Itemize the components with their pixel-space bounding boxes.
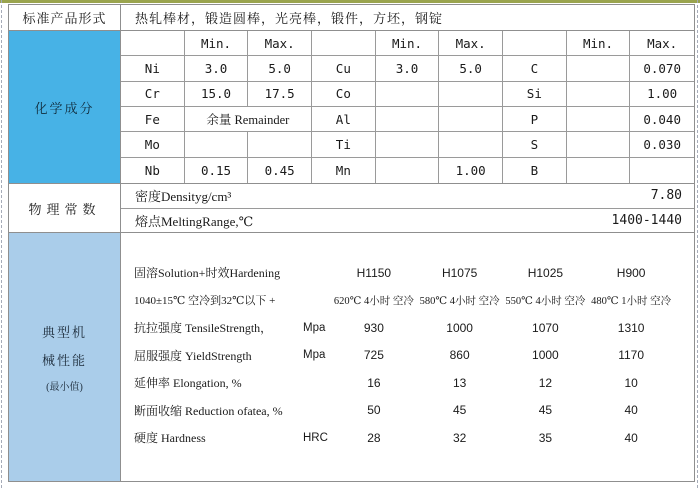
mech-value: 12	[538, 375, 553, 390]
physical-row-density	[121, 184, 694, 208]
chem-value-cell: 3.0	[185, 56, 249, 81]
chemical-composition-label: 化学成分	[9, 31, 121, 183]
chem-header-cell	[503, 31, 567, 56]
mech-value: 45	[452, 403, 467, 418]
chem-element-cell: Mn	[312, 158, 376, 183]
mech-value: 550℃ 4小时 空冷	[505, 295, 586, 307]
physical-row-melting-range	[121, 208, 694, 233]
physical-constants-table	[121, 184, 694, 232]
mech-row-label: 1040±15℃ 空冷到32℃以下 +	[134, 295, 276, 308]
mech-value: 28	[367, 430, 381, 445]
chem-header-cell	[121, 31, 185, 56]
chem-header-cell: Max.	[439, 31, 503, 56]
chem-value-cell: 5.0	[248, 56, 312, 81]
mech-value: 725	[363, 348, 384, 363]
mech-value: 1000	[446, 320, 473, 335]
mechanical-row-hardness	[121, 424, 674, 452]
chem-value-cell	[439, 82, 503, 107]
mech-value: 13	[452, 375, 467, 390]
chem-header-cell: Max.	[630, 31, 694, 56]
physical-constants-label: 物理常数	[9, 184, 121, 232]
mech-unit: HRC	[303, 431, 328, 444]
chem-value-cell	[185, 132, 249, 157]
chem-value-cell-merged: 余量 Remainder	[185, 107, 312, 132]
mech-value: H1075	[441, 265, 478, 280]
mech-value: H1025	[527, 265, 564, 280]
mechanical-row-heat-treatment	[121, 287, 674, 315]
chem-header-cell: Min.	[376, 31, 440, 56]
spec-table	[8, 4, 695, 482]
physical-property-value: 1400-1440	[611, 212, 682, 228]
chem-value-cell	[630, 158, 694, 183]
chem-value-cell	[567, 82, 631, 107]
chem-element-cell: Ti	[312, 132, 376, 157]
chem-header-cell: Min.	[185, 31, 249, 56]
chem-value-cell	[376, 82, 440, 107]
mech-value: H1150	[356, 265, 392, 280]
mech-value: 1000	[532, 348, 559, 363]
mech-value: 45	[538, 403, 553, 418]
mech-value: 16	[367, 375, 381, 390]
mech-value: 1170	[618, 348, 645, 363]
mechanical-row-yield-strength	[121, 342, 674, 370]
mech-value: 10	[624, 375, 638, 390]
chem-element-cell: Cu	[312, 56, 376, 81]
chem-element-cell: Fe	[121, 107, 185, 132]
chem-value-cell: 0.15	[185, 158, 249, 183]
mech-row-label: 固溶Solution+时效Hardening	[134, 266, 281, 281]
mech-value: 1070	[532, 320, 559, 335]
chem-element-cell: S	[503, 132, 567, 157]
mech-value: 40	[624, 430, 638, 445]
chem-element-cell: Co	[312, 82, 376, 107]
mechanical-row-condition	[121, 259, 674, 287]
product-form-value: 热轧棒材，锻造圆棒，光亮棒，锻件，方坯，钢锭	[135, 11, 444, 26]
physical-property-label: 密度Densityg/cm³	[135, 189, 232, 205]
mechanical-row-elongation	[121, 369, 674, 397]
mech-value: H900	[616, 265, 646, 280]
chem-element-cell: P	[503, 107, 567, 132]
chem-value-cell: 5.0	[439, 56, 503, 81]
chem-value-cell	[567, 158, 631, 183]
product-form-label: 标准产品形式	[9, 5, 121, 30]
mech-value: 40	[624, 403, 638, 418]
mech-unit: Mpa	[303, 321, 326, 334]
section-chemical-composition	[9, 31, 694, 184]
mech-row-label: 抗拉强度 TensileStrength，	[134, 321, 273, 336]
chem-element-cell: Si	[503, 82, 567, 107]
chem-value-cell	[567, 56, 631, 81]
physical-property-value: 7.80	[650, 188, 682, 204]
chem-element-cell: C	[503, 56, 567, 81]
mechanical-label-note: (最小值)	[46, 381, 83, 393]
chem-value-cell	[567, 132, 631, 157]
mechanical-label-line2: 械性能	[41, 352, 87, 368]
mechanical-properties-table	[121, 233, 694, 481]
mech-value: 32	[452, 430, 467, 445]
chem-value-cell: 1.00	[630, 82, 694, 107]
chem-header-cell: Max.	[248, 31, 312, 56]
chem-element-cell: Mo	[121, 132, 185, 157]
chem-value-cell	[439, 132, 503, 157]
chemical-composition-table	[121, 31, 694, 183]
mech-row-label: 断面收缩 Reduction ofatea, %	[134, 403, 283, 418]
mech-row-label: 屈服强度 YieldStrength	[134, 348, 252, 363]
section-mechanical-properties	[9, 233, 694, 481]
chem-value-cell: 17.5	[248, 82, 312, 107]
chem-value-cell: 0.070	[630, 56, 694, 81]
mech-value: 50	[367, 403, 381, 418]
chem-header-cell: Min.	[567, 31, 631, 56]
chem-value-cell: 15.0	[185, 82, 249, 107]
chem-element-cell: Ni	[121, 56, 185, 81]
page-edge-left	[1, 0, 2, 488]
chem-element-cell: Al	[312, 107, 376, 132]
chem-value-cell	[376, 132, 440, 157]
chem-header-cell	[312, 31, 376, 56]
chem-value-cell: 0.45	[248, 158, 312, 183]
chem-value-cell	[376, 107, 440, 132]
chem-value-cell	[567, 107, 631, 132]
mech-value: 930	[363, 320, 384, 335]
physical-property-label: 熔点MeltingRange,℃	[135, 213, 254, 229]
mech-row-label: 延伸率 Elongation, %	[134, 376, 242, 391]
section-product-form	[9, 5, 694, 31]
mech-unit: Mpa	[303, 349, 326, 362]
mech-value: 480℃ 1小时 空冷	[591, 295, 672, 307]
chem-element-cell: Nb	[121, 158, 185, 183]
chem-value-cell	[248, 132, 312, 157]
mech-row-label: 硬度 Hardness	[134, 431, 206, 446]
section-physical-constants	[9, 184, 694, 233]
chem-value-cell	[439, 107, 503, 132]
mechanical-row-reduction-of-area	[121, 397, 674, 425]
mech-value: 620℃ 4小时 空冷	[333, 295, 414, 307]
mechanical-label-line1: 典型机	[41, 324, 87, 340]
top-accent-bar	[0, 0, 700, 3]
mechanical-row-tensile-strength	[121, 314, 674, 342]
mech-value: 580℃ 4小时 空冷	[419, 295, 500, 307]
chem-value-cell	[376, 158, 440, 183]
chem-element-cell: B	[503, 158, 567, 183]
mech-value: 1310	[617, 320, 645, 335]
chem-element-cell: Cr	[121, 82, 185, 107]
chem-value-cell: 0.030	[630, 132, 694, 157]
page-edge-right	[697, 0, 698, 488]
chem-value-cell: 3.0	[376, 56, 440, 81]
mech-value: 860	[449, 348, 470, 363]
chem-value-cell: 1.00	[439, 158, 503, 183]
mechanical-properties-label	[9, 233, 121, 481]
mech-value: 35	[538, 430, 553, 445]
chem-value-cell: 0.040	[630, 107, 694, 132]
